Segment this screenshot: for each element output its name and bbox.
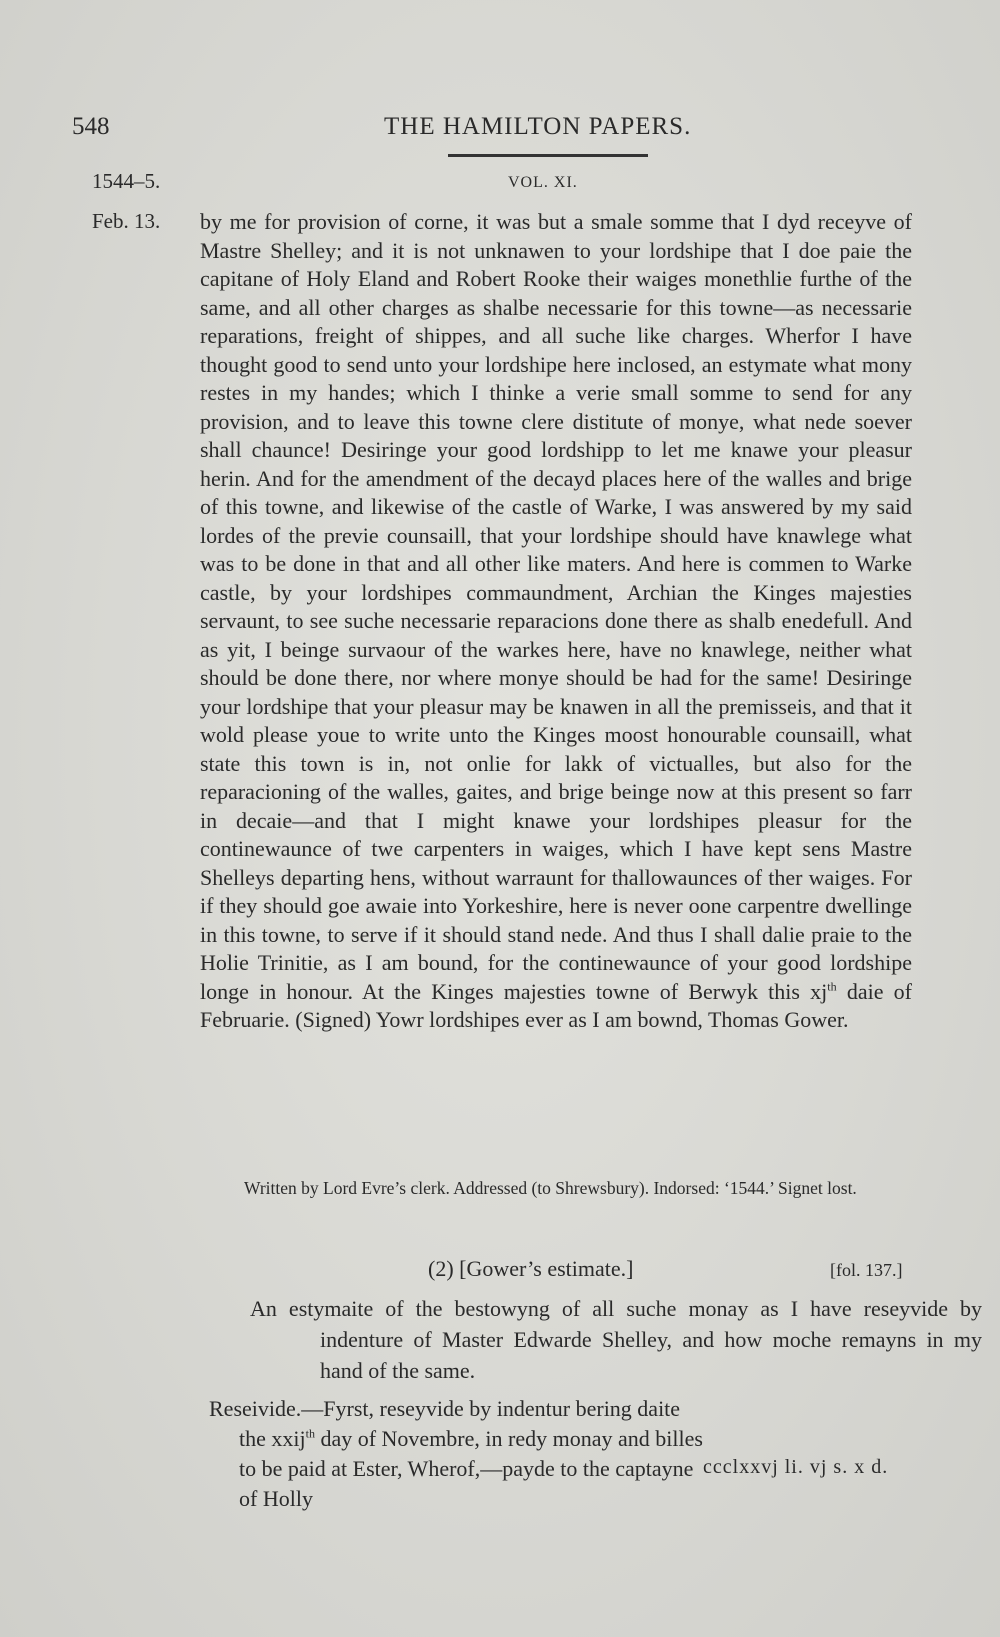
letter-text-closing: daie of Februarie. (Signed) Yowr lordshipes ever as I am bownd, Thomas Gower. [200,978,912,1032]
year-range: 1544–5. [92,169,161,193]
entry-amount: ccclxxvj li. vj s. x d. [703,1456,889,1478]
section-heading: (2) [Gower’s estimate.] [428,1256,634,1281]
page-number: 548 [72,113,110,140]
entry-text-end: day of Novembre, in redy monay and billes to be paid at Ester, Wherof,—payde to the captayne of Holly [239,1426,703,1511]
letter-body [200,208,912,1035]
entry-ordinal-superscript: th [305,1426,315,1441]
volume-label: VOL. XI. [508,174,578,191]
estimate-entry [209,1394,704,1514]
title-rule [448,154,648,157]
running-title: THE HAMILTON PAPERS. [384,113,692,140]
entry-text-start: Reseivide.—Fyrst, reseyvide by indentur bering daite the xxij [209,1396,681,1451]
ordinal-superscript: th [827,979,837,994]
estimate-intro: An estymaite of the bestowyng of all suche monay as I have reseyvide by indenture of Master Edwarde Shelley, and how moche remayns in my hand of the same. [250,1296,982,1383]
letter-text-main: by me for provision of corne, it was but a smale somme that I dyd receyve of Mastre Shelley; and it is not unknawen to your lordshipe that I doe paie the capitane of Holy Eland and Robert Rooke their waiges monethlie furthe of the same, and all other charges as shalbe necessarie for this towne—as necessarie reparations, freight of shippes, and all suche like charges. Wherfor I have thought good to send unto your lordshipe here inclosed, an estymate what mony restes in my handes; which I thinke a verie small somme to send for any provision, and to leave this towne clere distitute of monye, what nede soever shall chaunce! Desiringe your good lordshipp to let me knawe your pleasur herin. And for the amendment of the decayd places here of the walles and brige of this towne, and likewise of the castle of Warke, I was answered by my said lordes of the previe counsaill, that your lordshipe should have knawlege what was to be done in that and all other like maters. And here is commen to Warke castle, by your lordshipes commaundment, Archian the Kinges majesties servaunt, to see suche necessarie reparacions done there as shalb enedefull. And as yit, I beinge survaour of the warkes here, have no knawlege, neither what should be done there, nor where monye should be had for the same! Desiringe your lordshipe that your pleasur may be knawen in all the premisseis, and that it wold please youe to write unto the Kinges moost honourable counsaill, what state this town is in, not onlie for lakk of victualles, but also for the reparacioning of the walles, gaites, and brige beinge now at this present so farr in decaie—and that I might knawe your lordshipes pleasur for the continewaunce of twe carpenters in waiges, which I have kept sens Mastre Shelleys departing hens, without warraunt for thallowaunces of ther waiges. For if they should goe awaie into Yorkeshire, here is never oone carpentre dwellinge in this towne, to serve if it should stand nede. And thus I shall dalie praie to the Holie Trinitie, as I am bound, for the continewaunce of your good lordshipe longe in honour. At the Kinges majesties towne of Berwyk this xj [200,209,912,1004]
folio-reference: [fol. 137.] [830,1260,903,1280]
editorial-note: Written by Lord Evre’s clerk. Addressed (to Shrewsbury). Indorsed: ‘1544.’ Signet lost. [244,1178,857,1198]
letter-date: Feb. 13. [92,209,161,233]
